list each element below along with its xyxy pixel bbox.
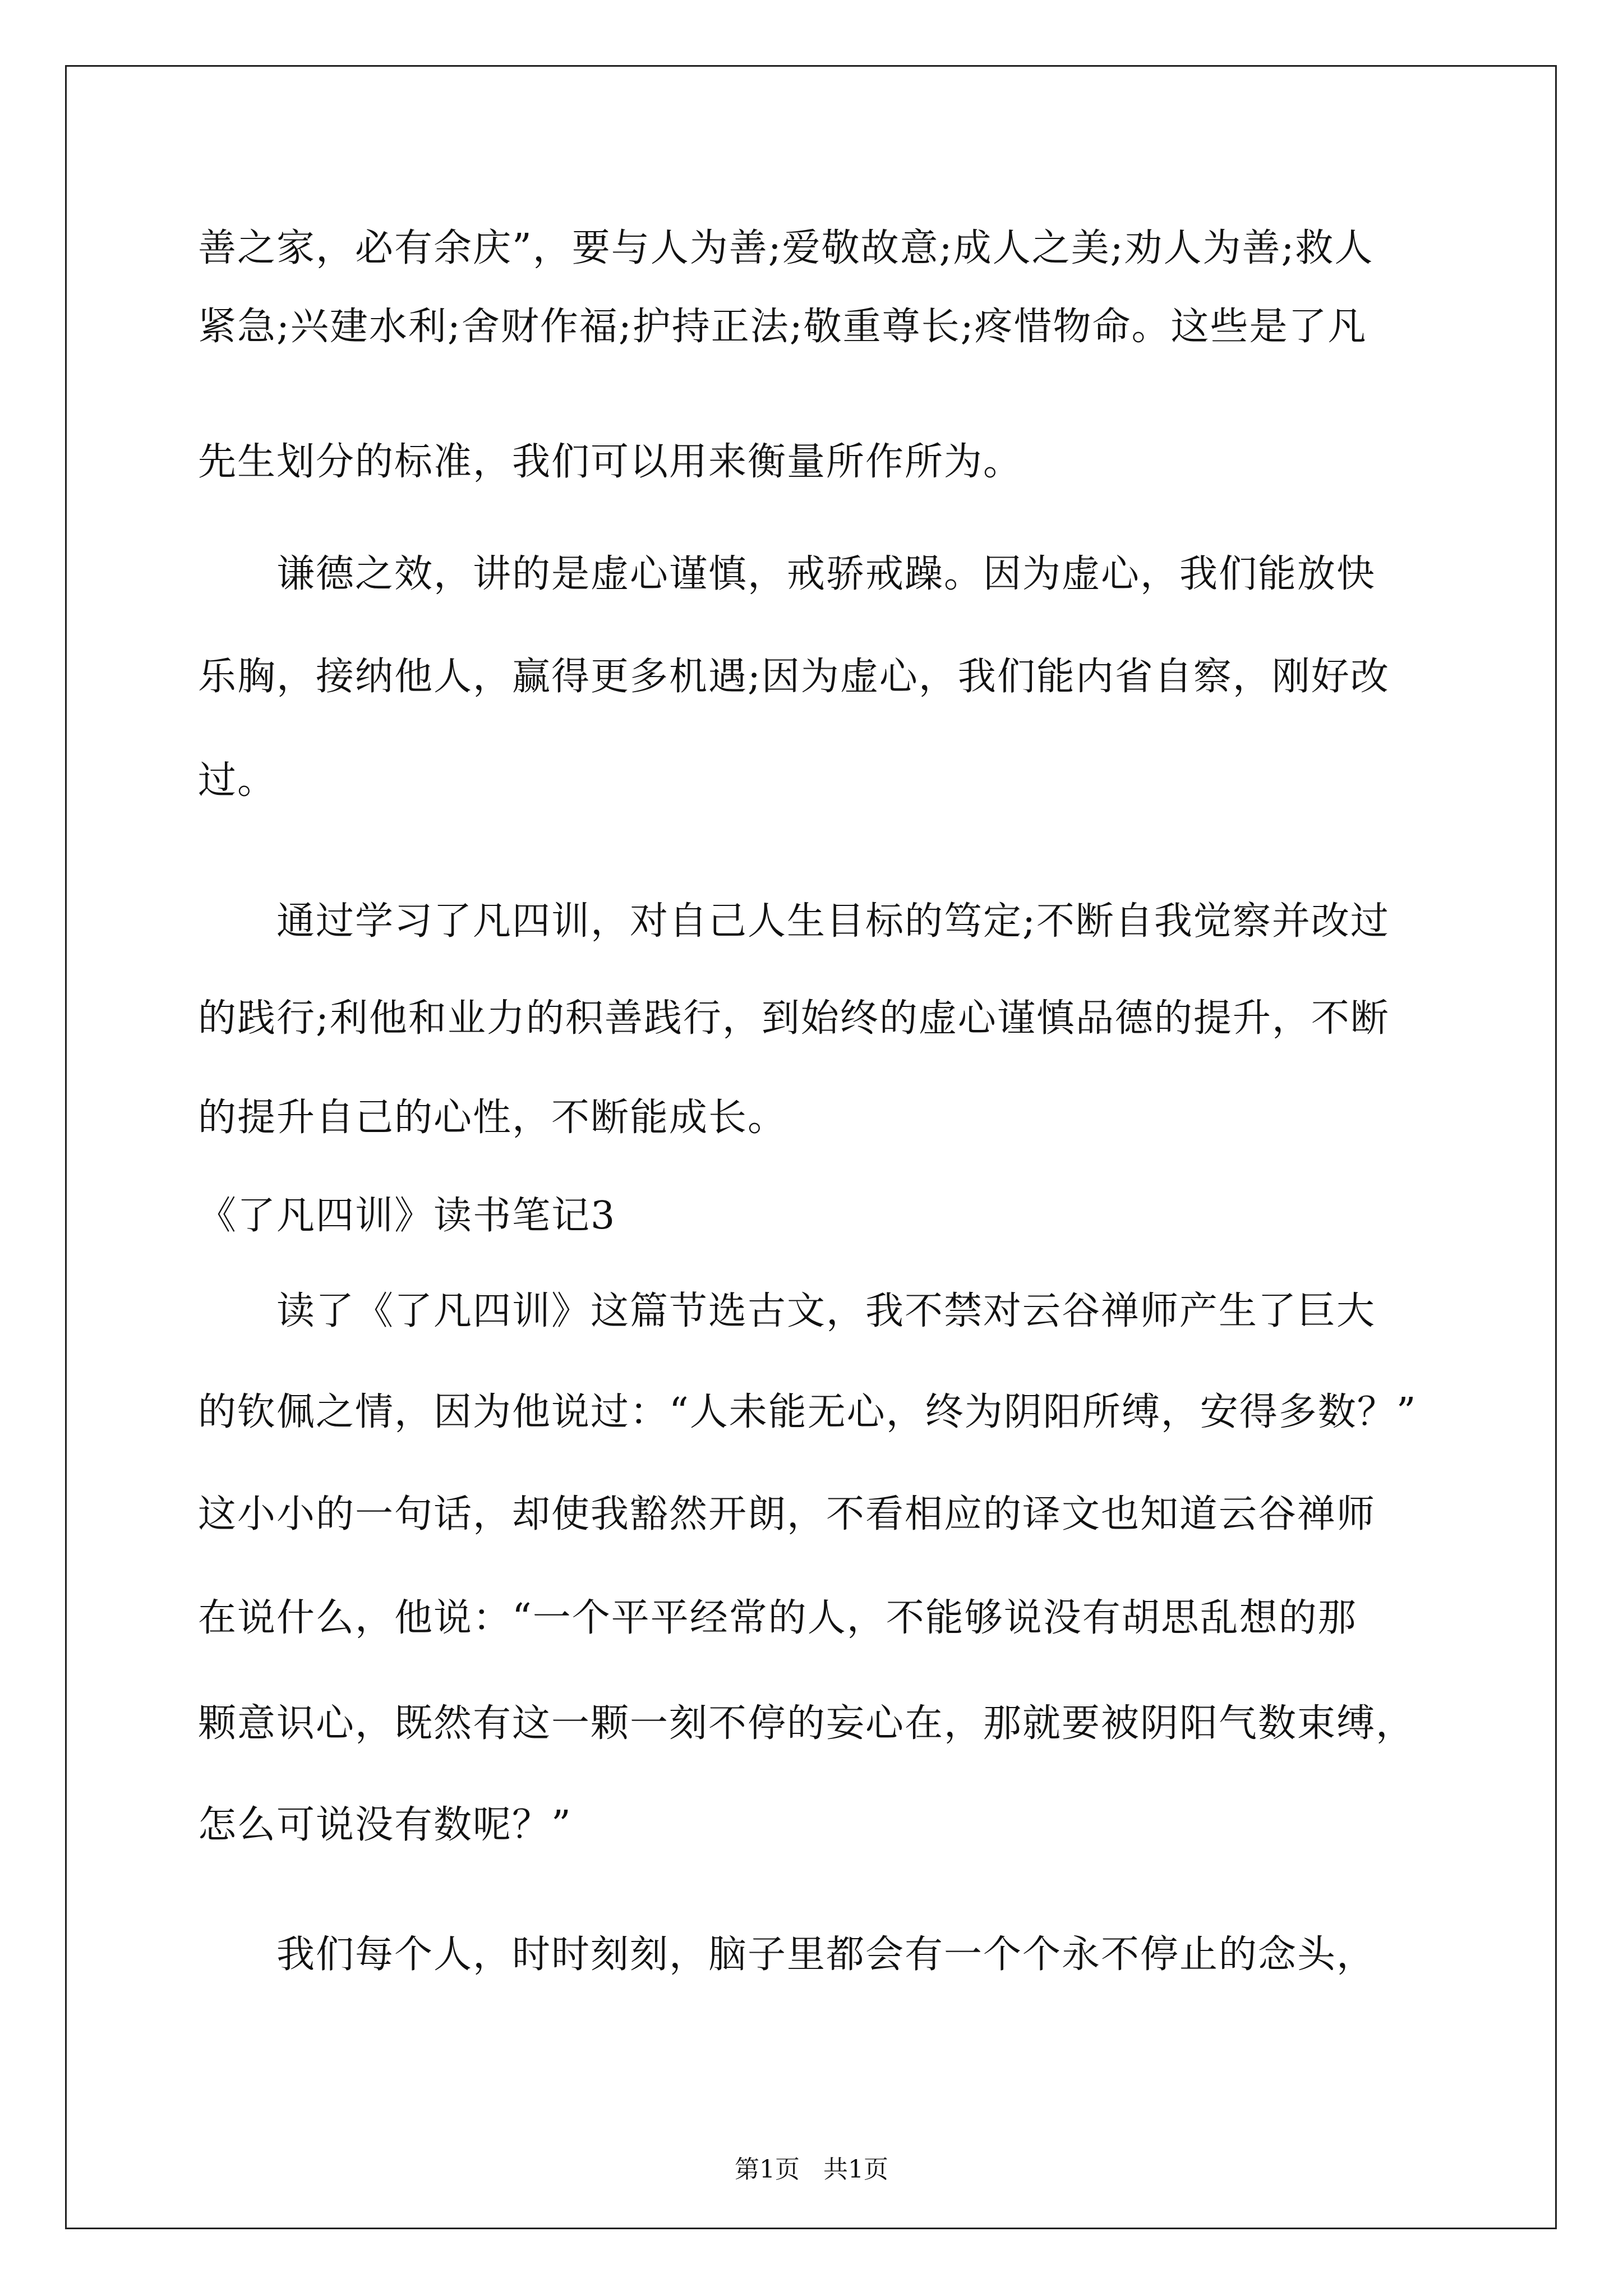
paragraph-line: 我们每个人，时时刻刻，脑子里都会有一个个永不停止的念头， [276, 1932, 1376, 1977]
page-border [65, 65, 1557, 2229]
paragraph-line: 读了《了凡四训》这篇节选古文，我不禁对云谷禅师产生了巨大 [276, 1289, 1376, 1333]
paragraph-line: 颗意识心，既然有这一颗一刻不停的妄心在，那就要被阴阳气数束缚， [198, 1701, 1415, 1746]
paragraph-line: 的提升自己的心性，不断能成长。 [198, 1096, 787, 1140]
paragraph-line: 善之家，必有余庆”，要与人为善;爱敬故意;成人之美;劝人为善;救人 [198, 226, 1374, 270]
paragraph-line: 过。 [198, 758, 277, 803]
paragraph-line: 的钦佩之情，因为他说过：“人未能无心，终为阴阳所缚，安得多数？” [198, 1390, 1417, 1434]
paragraph-line: 怎么可说没有数呢？” [198, 1803, 572, 1847]
paragraph-line: 这小小的一句话，却使我豁然开朗，不看相应的译文也知道云谷禅师 [198, 1492, 1376, 1536]
paragraph-line: 先生划分的标准，我们可以用来衡量所作所为。 [198, 440, 1023, 484]
paragraph-line: 的践行;利他和业力的积善践行，到始终的虚心谨慎品德的提升，不断 [198, 996, 1390, 1041]
page-footer: 第1页 共1页 [735, 2155, 888, 2184]
paragraph-line: 紧急;兴建水利;舍财作福;护持正法;敬重尊长;疼惜物命。这些是了凡 [198, 305, 1367, 349]
section-heading: 《了凡四训》读书笔记3 [198, 1194, 616, 1238]
paragraph-line: 谦德之效，讲的是虚心谨慎，戒骄戒躁。因为虚心，我们能放快 [276, 552, 1376, 596]
paragraph-line: 在说什么，他说：“一个平平经常的人，不能够说没有胡思乱想的那 [198, 1596, 1357, 1640]
paragraph-line: 乐胸，接纳他人，赢得更多机遇;因为虚心，我们能内省自察，刚好改 [198, 655, 1390, 699]
paragraph-line: 通过学习了凡四训，对自己人生目标的笃定;不断自我觉察并改过 [276, 899, 1390, 944]
